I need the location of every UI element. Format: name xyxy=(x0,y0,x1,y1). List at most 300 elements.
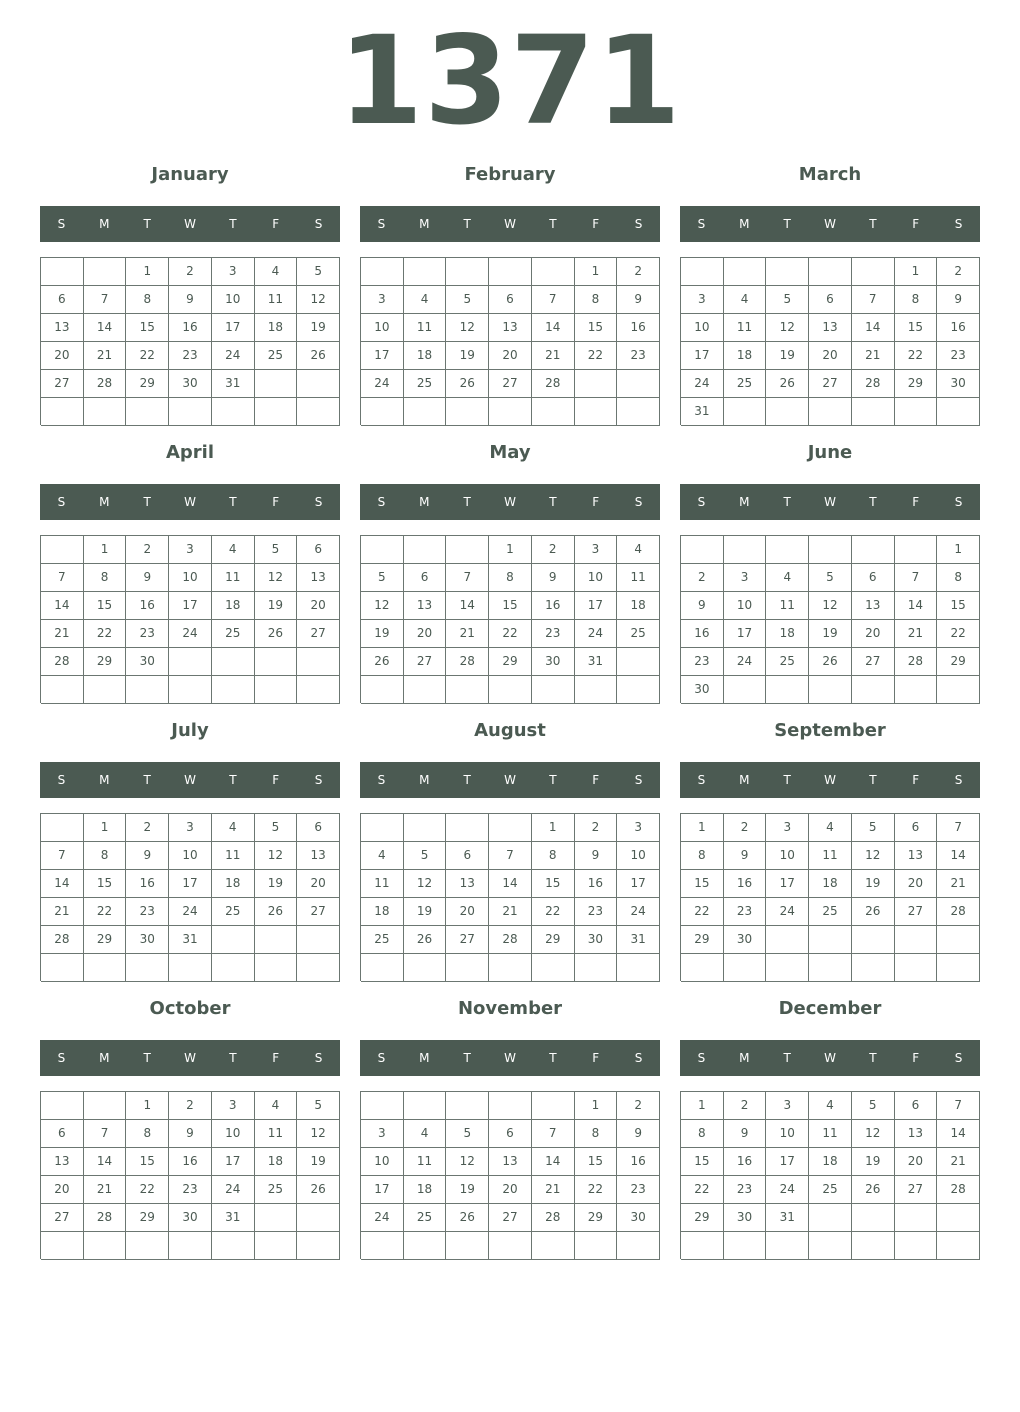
day-cell: 22 xyxy=(126,1176,169,1204)
day-cell: 21 xyxy=(852,342,895,370)
empty-day-cell xyxy=(681,536,724,564)
day-cell: 29 xyxy=(489,648,532,676)
weekday-label: S xyxy=(697,217,706,231)
day-cell: 17 xyxy=(361,342,404,370)
empty-day-cell xyxy=(489,814,532,842)
day-cell: 7 xyxy=(532,1120,575,1148)
day-cell: 8 xyxy=(126,286,169,314)
day-cell: 2 xyxy=(126,536,169,564)
empty-day-cell xyxy=(489,954,532,982)
day-cell: 17 xyxy=(212,314,255,342)
day-cell: 14 xyxy=(446,592,489,620)
day-cell: 5 xyxy=(852,814,895,842)
day-cell: 10 xyxy=(169,842,212,870)
day-cell: 23 xyxy=(126,620,169,648)
day-cell: 23 xyxy=(169,342,212,370)
day-cell: 28 xyxy=(84,1204,127,1232)
day-cell: 1 xyxy=(681,814,724,842)
day-cell: 22 xyxy=(84,620,127,648)
day-cell: 14 xyxy=(532,314,575,342)
day-cell: 6 xyxy=(41,1120,84,1148)
weekday-header xyxy=(360,206,660,242)
day-cell: 15 xyxy=(126,1148,169,1176)
weekday-label: W xyxy=(504,773,516,787)
day-cell: 1 xyxy=(575,1092,618,1120)
empty-day-cell xyxy=(617,676,660,704)
day-cell: 9 xyxy=(937,286,980,314)
weekday-label: F xyxy=(912,773,920,787)
day-cell: 23 xyxy=(724,898,767,926)
day-cell: 1 xyxy=(84,814,127,842)
day-cell: 17 xyxy=(361,1176,404,1204)
month-title: December xyxy=(778,998,882,1019)
day-cell: 16 xyxy=(617,314,660,342)
day-cell: 27 xyxy=(41,370,84,398)
weekday-label: T xyxy=(549,217,557,231)
empty-day-cell xyxy=(575,954,618,982)
empty-day-cell xyxy=(937,954,980,982)
empty-day-cell xyxy=(361,258,404,286)
empty-day-cell xyxy=(809,536,852,564)
day-cell: 17 xyxy=(575,592,618,620)
day-cell: 4 xyxy=(361,842,404,870)
empty-day-cell xyxy=(446,954,489,982)
day-cell: 28 xyxy=(446,648,489,676)
day-cell: 24 xyxy=(212,1176,255,1204)
weekday-label: T xyxy=(143,495,151,509)
empty-day-cell xyxy=(41,398,84,426)
empty-day-cell xyxy=(361,536,404,564)
weekday-label: F xyxy=(912,495,920,509)
day-cell: 26 xyxy=(404,926,447,954)
day-cell: 9 xyxy=(169,1120,212,1148)
day-cell: 11 xyxy=(255,1120,298,1148)
day-cell: 5 xyxy=(297,1092,340,1120)
day-cell: 14 xyxy=(937,1120,980,1148)
day-cell: 19 xyxy=(809,620,852,648)
day-cell: 26 xyxy=(255,620,298,648)
weekday-header xyxy=(680,1040,980,1076)
day-cell: 15 xyxy=(84,592,127,620)
day-cell: 3 xyxy=(681,286,724,314)
empty-day-cell xyxy=(895,926,938,954)
day-cell: 27 xyxy=(809,370,852,398)
day-cell: 2 xyxy=(126,814,169,842)
day-cell: 14 xyxy=(41,592,84,620)
day-cell: 10 xyxy=(724,592,767,620)
day-cell: 5 xyxy=(404,842,447,870)
day-cell: 12 xyxy=(404,870,447,898)
empty-day-cell xyxy=(895,954,938,982)
weekday-header xyxy=(360,1040,660,1076)
day-cell: 18 xyxy=(255,314,298,342)
empty-day-cell xyxy=(361,1092,404,1120)
day-cell: 20 xyxy=(895,1148,938,1176)
empty-day-cell xyxy=(212,676,255,704)
day-cell: 31 xyxy=(212,1204,255,1232)
day-cell: 30 xyxy=(681,676,724,704)
day-cell: 22 xyxy=(532,898,575,926)
weekday-label: W xyxy=(504,217,516,231)
day-cell: 1 xyxy=(126,258,169,286)
empty-day-cell xyxy=(84,954,127,982)
weekday-label: T xyxy=(143,1051,151,1065)
month-title: June xyxy=(807,442,853,463)
day-cell: 28 xyxy=(937,1176,980,1204)
day-cell: 23 xyxy=(169,1176,212,1204)
weekday-label: F xyxy=(272,217,280,231)
day-cell: 16 xyxy=(575,870,618,898)
day-cell: 8 xyxy=(84,564,127,592)
day-cell: 7 xyxy=(84,286,127,314)
empty-day-cell xyxy=(255,926,298,954)
day-cell: 5 xyxy=(446,286,489,314)
empty-day-cell xyxy=(41,954,84,982)
day-cell: 22 xyxy=(937,620,980,648)
weekday-label: S xyxy=(57,1051,66,1065)
day-cell: 9 xyxy=(724,1120,767,1148)
day-cell: 10 xyxy=(617,842,660,870)
day-cell: 19 xyxy=(852,1148,895,1176)
day-cell: 6 xyxy=(297,814,340,842)
weekday-label: T xyxy=(229,217,237,231)
day-grid xyxy=(40,535,340,703)
day-cell: 13 xyxy=(41,1148,84,1176)
day-cell: 16 xyxy=(681,620,724,648)
day-cell: 21 xyxy=(446,620,489,648)
day-cell: 25 xyxy=(809,1176,852,1204)
day-cell: 6 xyxy=(446,842,489,870)
empty-day-cell xyxy=(532,676,575,704)
weekday-label: T xyxy=(549,495,557,509)
day-cell: 12 xyxy=(255,842,298,870)
empty-day-cell xyxy=(404,258,447,286)
empty-day-cell xyxy=(617,648,660,676)
day-cell: 6 xyxy=(489,286,532,314)
day-cell: 6 xyxy=(809,286,852,314)
day-cell: 14 xyxy=(84,314,127,342)
day-cell: 27 xyxy=(895,1176,938,1204)
day-cell: 14 xyxy=(895,592,938,620)
empty-day-cell xyxy=(766,926,809,954)
day-cell: 19 xyxy=(404,898,447,926)
day-cell: 12 xyxy=(446,314,489,342)
empty-day-cell xyxy=(895,1204,938,1232)
day-cell: 30 xyxy=(575,926,618,954)
day-cell: 17 xyxy=(724,620,767,648)
day-cell: 23 xyxy=(617,1176,660,1204)
empty-day-cell xyxy=(361,814,404,842)
day-cell: 24 xyxy=(361,1204,404,1232)
weekday-header xyxy=(360,484,660,520)
day-cell: 19 xyxy=(297,1148,340,1176)
day-cell: 30 xyxy=(532,648,575,676)
empty-day-cell xyxy=(126,1232,169,1260)
day-cell: 7 xyxy=(895,564,938,592)
day-cell: 10 xyxy=(169,564,212,592)
day-cell: 8 xyxy=(895,286,938,314)
weekday-label: W xyxy=(824,495,836,509)
day-cell: 30 xyxy=(617,1204,660,1232)
empty-day-cell xyxy=(212,1232,255,1260)
day-cell: 12 xyxy=(766,314,809,342)
empty-day-cell xyxy=(84,1232,127,1260)
empty-day-cell xyxy=(809,926,852,954)
day-cell: 16 xyxy=(724,1148,767,1176)
day-cell: 4 xyxy=(212,536,255,564)
empty-day-cell xyxy=(489,398,532,426)
empty-day-cell xyxy=(297,1204,340,1232)
weekday-header xyxy=(360,762,660,798)
day-cell: 11 xyxy=(617,564,660,592)
day-cell: 13 xyxy=(41,314,84,342)
empty-day-cell xyxy=(169,1232,212,1260)
weekday-label: S xyxy=(697,773,706,787)
empty-day-cell xyxy=(681,1232,724,1260)
empty-day-cell xyxy=(255,1204,298,1232)
day-grid xyxy=(680,813,980,981)
empty-day-cell xyxy=(169,648,212,676)
day-cell: 23 xyxy=(126,898,169,926)
empty-day-cell xyxy=(41,1232,84,1260)
empty-day-cell xyxy=(126,954,169,982)
weekday-label: F xyxy=(912,1051,920,1065)
day-cell: 27 xyxy=(489,1204,532,1232)
day-cell: 17 xyxy=(681,342,724,370)
day-cell: 19 xyxy=(255,592,298,620)
day-cell: 26 xyxy=(852,898,895,926)
empty-day-cell xyxy=(575,1232,618,1260)
day-cell: 19 xyxy=(852,870,895,898)
day-cell: 14 xyxy=(532,1148,575,1176)
empty-day-cell xyxy=(617,370,660,398)
day-cell: 31 xyxy=(212,370,255,398)
empty-day-cell xyxy=(41,676,84,704)
day-cell: 26 xyxy=(255,898,298,926)
weekday-label: S xyxy=(377,773,386,787)
day-cell: 26 xyxy=(446,370,489,398)
day-cell: 6 xyxy=(297,536,340,564)
day-cell: 29 xyxy=(126,370,169,398)
weekday-label: T xyxy=(869,773,877,787)
weekday-label: S xyxy=(314,773,323,787)
day-cell: 10 xyxy=(766,842,809,870)
day-cell: 16 xyxy=(126,870,169,898)
empty-day-cell xyxy=(255,370,298,398)
empty-day-cell xyxy=(255,398,298,426)
day-cell: 8 xyxy=(575,286,618,314)
weekday-label: T xyxy=(229,773,237,787)
weekday-header xyxy=(40,206,340,242)
day-cell: 30 xyxy=(126,926,169,954)
day-cell: 13 xyxy=(895,842,938,870)
day-cell: 20 xyxy=(895,870,938,898)
empty-day-cell xyxy=(937,926,980,954)
empty-day-cell xyxy=(937,398,980,426)
day-cell: 25 xyxy=(617,620,660,648)
day-cell: 4 xyxy=(255,1092,298,1120)
day-cell: 4 xyxy=(255,258,298,286)
day-cell: 20 xyxy=(41,342,84,370)
weekday-label: W xyxy=(184,495,196,509)
day-cell: 3 xyxy=(766,814,809,842)
empty-day-cell xyxy=(126,676,169,704)
day-cell: 27 xyxy=(404,648,447,676)
weekday-label: F xyxy=(272,773,280,787)
day-cell: 18 xyxy=(617,592,660,620)
day-cell: 22 xyxy=(575,342,618,370)
empty-day-cell xyxy=(895,398,938,426)
day-cell: 2 xyxy=(617,258,660,286)
weekday-label: M xyxy=(739,773,750,787)
weekday-label: S xyxy=(314,495,323,509)
day-cell: 18 xyxy=(361,898,404,926)
day-cell: 2 xyxy=(575,814,618,842)
day-cell: 6 xyxy=(489,1120,532,1148)
day-cell: 29 xyxy=(532,926,575,954)
day-grid xyxy=(680,535,980,703)
weekday-label: S xyxy=(377,1051,386,1065)
day-cell: 26 xyxy=(361,648,404,676)
day-cell: 24 xyxy=(169,898,212,926)
weekday-label: S xyxy=(954,773,963,787)
month-october xyxy=(40,994,340,1254)
day-cell: 25 xyxy=(361,926,404,954)
weekday-label: F xyxy=(592,773,600,787)
weekday-label: S xyxy=(634,773,643,787)
day-cell: 16 xyxy=(617,1148,660,1176)
day-cell: 23 xyxy=(724,1176,767,1204)
day-grid xyxy=(40,1091,340,1259)
month-january xyxy=(40,160,340,420)
weekday-label: S xyxy=(634,217,643,231)
day-cell: 31 xyxy=(169,926,212,954)
day-cell: 2 xyxy=(724,814,767,842)
weekday-label: W xyxy=(184,217,196,231)
day-cell: 2 xyxy=(681,564,724,592)
day-cell: 20 xyxy=(297,592,340,620)
day-cell: 30 xyxy=(169,370,212,398)
day-cell: 18 xyxy=(724,342,767,370)
day-cell: 3 xyxy=(169,814,212,842)
month-title: January xyxy=(151,164,229,185)
day-cell: 24 xyxy=(169,620,212,648)
day-cell: 19 xyxy=(255,870,298,898)
empty-day-cell xyxy=(489,258,532,286)
day-cell: 22 xyxy=(681,898,724,926)
month-april xyxy=(40,438,340,698)
day-cell: 11 xyxy=(809,1120,852,1148)
day-cell: 13 xyxy=(404,592,447,620)
day-cell: 5 xyxy=(255,814,298,842)
day-cell: 22 xyxy=(126,342,169,370)
day-cell: 29 xyxy=(681,926,724,954)
day-cell: 23 xyxy=(617,342,660,370)
empty-day-cell xyxy=(212,926,255,954)
day-cell: 2 xyxy=(724,1092,767,1120)
weekday-label: M xyxy=(419,1051,430,1065)
day-cell: 8 xyxy=(681,842,724,870)
day-cell: 2 xyxy=(937,258,980,286)
day-cell: 18 xyxy=(255,1148,298,1176)
day-cell: 19 xyxy=(446,1176,489,1204)
day-cell: 15 xyxy=(575,1148,618,1176)
empty-day-cell xyxy=(766,258,809,286)
day-cell: 26 xyxy=(446,1204,489,1232)
weekday-label: T xyxy=(783,217,791,231)
day-cell: 1 xyxy=(575,258,618,286)
empty-day-cell xyxy=(852,1204,895,1232)
day-cell: 21 xyxy=(84,1176,127,1204)
day-cell: 1 xyxy=(489,536,532,564)
empty-day-cell xyxy=(297,1232,340,1260)
month-september xyxy=(680,716,980,976)
day-cell: 16 xyxy=(169,1148,212,1176)
day-cell: 14 xyxy=(41,870,84,898)
day-cell: 20 xyxy=(489,342,532,370)
day-cell: 18 xyxy=(212,592,255,620)
day-cell: 28 xyxy=(532,370,575,398)
weekday-label: W xyxy=(184,773,196,787)
day-cell: 12 xyxy=(255,564,298,592)
empty-day-cell xyxy=(681,258,724,286)
empty-day-cell xyxy=(895,536,938,564)
day-cell: 13 xyxy=(297,842,340,870)
day-cell: 10 xyxy=(681,314,724,342)
day-cell: 11 xyxy=(212,842,255,870)
empty-day-cell xyxy=(617,954,660,982)
empty-day-cell xyxy=(84,258,127,286)
empty-day-cell xyxy=(255,1232,298,1260)
day-cell: 10 xyxy=(361,314,404,342)
weekday-label: W xyxy=(824,773,836,787)
empty-day-cell xyxy=(297,954,340,982)
day-cell: 5 xyxy=(255,536,298,564)
day-cell: 17 xyxy=(766,1148,809,1176)
weekday-label: T xyxy=(549,1051,557,1065)
day-cell: 18 xyxy=(404,342,447,370)
day-cell: 23 xyxy=(937,342,980,370)
day-cell: 21 xyxy=(937,870,980,898)
weekday-label: S xyxy=(954,217,963,231)
empty-day-cell xyxy=(766,536,809,564)
empty-day-cell xyxy=(212,954,255,982)
day-cell: 25 xyxy=(809,898,852,926)
empty-day-cell xyxy=(766,676,809,704)
day-cell: 13 xyxy=(489,314,532,342)
weekday-label: S xyxy=(377,217,386,231)
empty-day-cell xyxy=(724,536,767,564)
weekday-label: T xyxy=(143,217,151,231)
day-cell: 25 xyxy=(766,648,809,676)
empty-day-cell xyxy=(724,954,767,982)
empty-day-cell xyxy=(361,398,404,426)
day-cell: 13 xyxy=(489,1148,532,1176)
weekday-label: M xyxy=(99,773,110,787)
weekday-label: M xyxy=(99,217,110,231)
empty-day-cell xyxy=(937,1232,980,1260)
weekday-label: T xyxy=(869,495,877,509)
day-grid xyxy=(40,813,340,981)
month-march xyxy=(680,160,980,420)
day-cell: 1 xyxy=(532,814,575,842)
day-cell: 17 xyxy=(169,592,212,620)
empty-day-cell xyxy=(41,814,84,842)
empty-day-cell xyxy=(41,1092,84,1120)
empty-day-cell xyxy=(446,676,489,704)
day-cell: 3 xyxy=(617,814,660,842)
day-cell: 28 xyxy=(489,926,532,954)
